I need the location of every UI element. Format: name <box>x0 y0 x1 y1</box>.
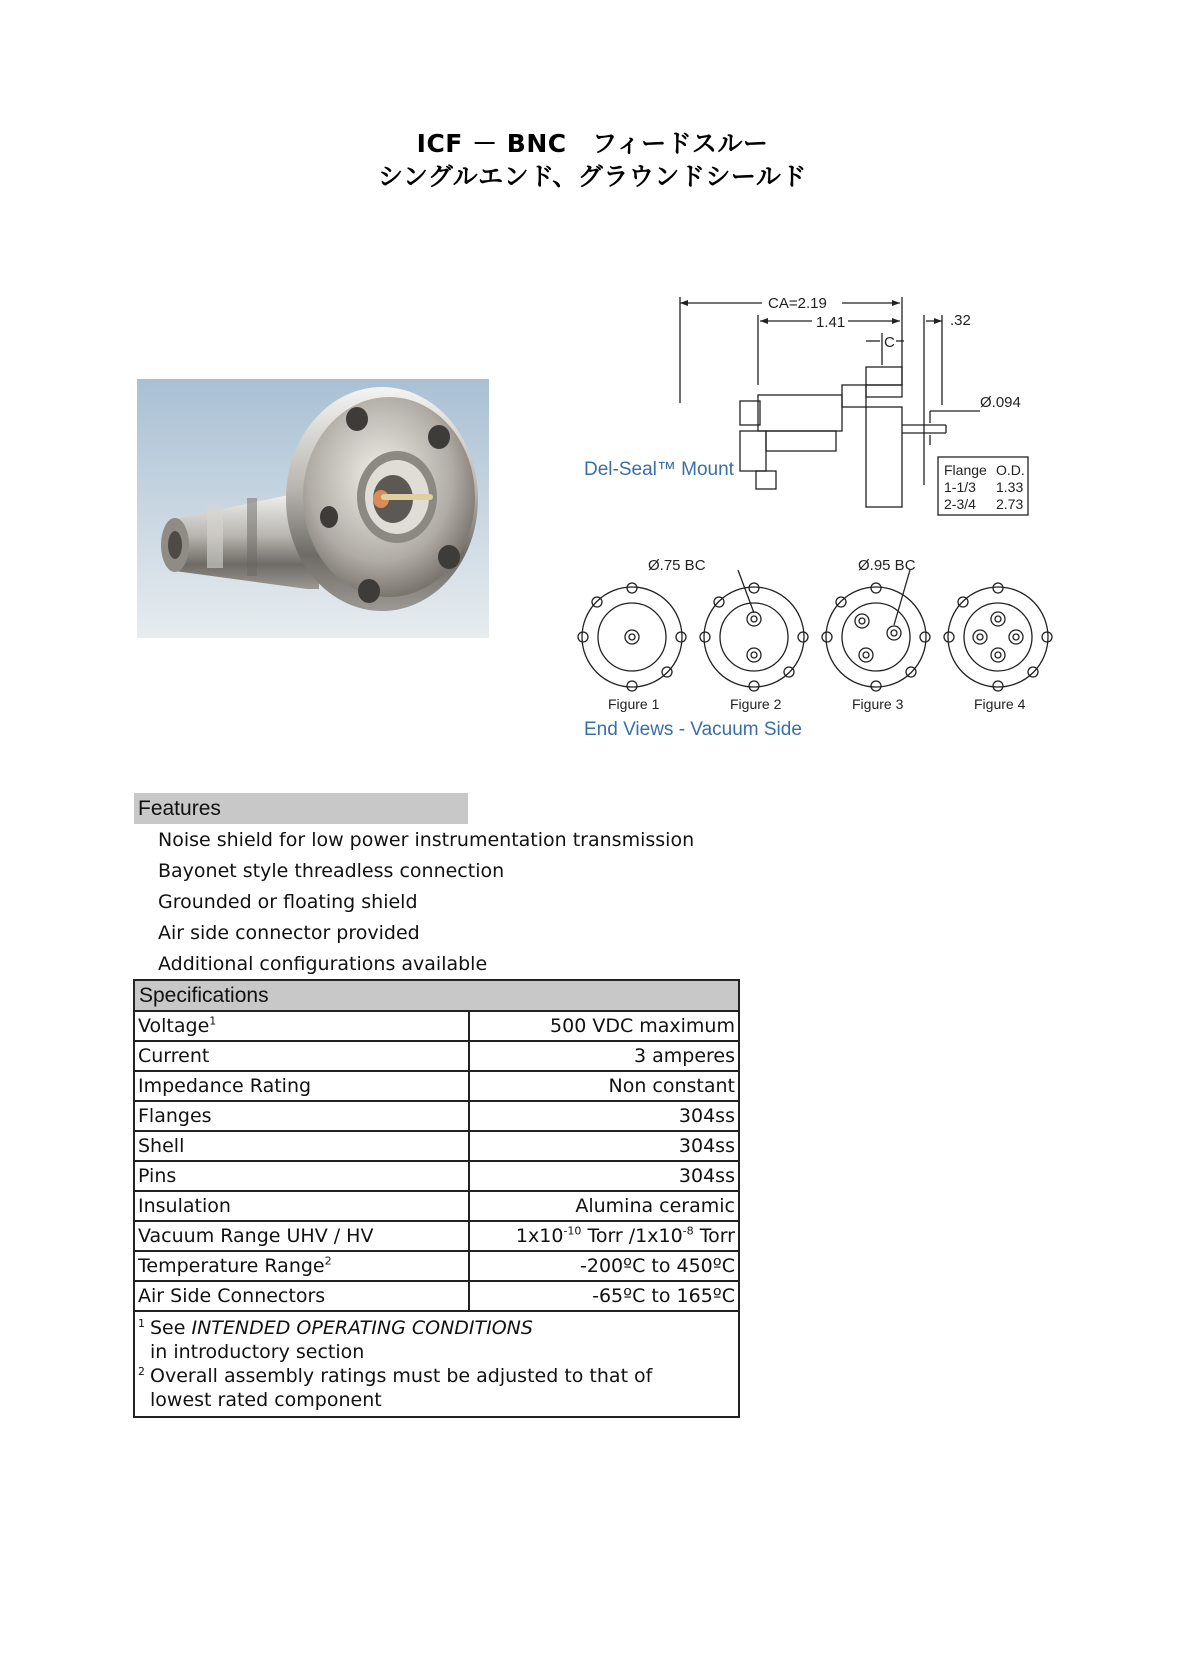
mount-label: Del-Seal™ Mount <box>584 459 734 480</box>
features-list <box>158 825 694 980</box>
table-row <box>134 1161 739 1191</box>
feature-item: Bayonet style threadless connection <box>158 860 505 882</box>
flange-head-od: O.D. <box>996 462 1025 478</box>
spec-value: 304ss <box>469 1101 739 1131</box>
end-views-label: End Views - Vacuum Side <box>584 719 802 740</box>
specifications-table <box>133 979 740 1418</box>
dim-c-label: C <box>884 334 895 351</box>
footnote-2: 2 Overall assembly ratings must be adjusted to that of <box>138 1365 653 1387</box>
table-row <box>134 1071 739 1101</box>
flange-row-2-flange: 2-3/4 <box>944 496 976 512</box>
table-row <box>134 1311 739 1417</box>
spec-value: 500 VDC maximum <box>469 1011 739 1041</box>
table-row <box>134 1251 739 1281</box>
table-row <box>134 1011 739 1041</box>
figure-1-label: Figure 1 <box>608 696 660 712</box>
spec-label: Voltage$^1$ <box>134 1011 469 1041</box>
page-title: ICF － BNC フィードスルー <box>416 129 769 158</box>
features-heading: Features <box>134 793 468 824</box>
spec-value: Non constant <box>469 1071 739 1101</box>
flange-head-flange: Flange <box>944 462 987 478</box>
dim-dia094-label: Ø.094 <box>980 394 1021 411</box>
spec-label: Air Side Connectors <box>134 1281 469 1311</box>
specifications-heading: Specifications <box>134 980 739 1011</box>
figure-4-label: Figure 4 <box>974 696 1026 712</box>
spec-label: Insulation <box>134 1191 469 1221</box>
feature-item: Grounded or floating shield <box>158 891 418 913</box>
feature-item: Noise shield for low power instrumentation transmission <box>158 829 695 851</box>
spec-value: 3 amperes <box>469 1041 739 1071</box>
spec-value: -65ºC to 165ºC <box>469 1281 739 1311</box>
flange-row-1-od: 1.33 <box>996 479 1024 495</box>
flange-row-1-flange: 1-1/3 <box>944 479 976 495</box>
spec-label: Shell <box>134 1131 469 1161</box>
spec-value: 304ss <box>469 1161 739 1191</box>
footnote-ref: 1 <box>209 1014 217 1028</box>
figure-3-label: Figure 3 <box>852 696 904 712</box>
spec-label: Pins <box>134 1161 469 1191</box>
bc075-label: Ø.75 BC <box>648 557 706 574</box>
table-row <box>134 1131 739 1161</box>
table-row <box>134 1281 739 1311</box>
footnotes: 1 See INTENDED OPERATING CONDITIONS in introductory section 2 Overall assembly ratings must be adjusted to that of lowest rated component <box>134 1311 739 1417</box>
table-row <box>134 1221 739 1251</box>
spec-label: Current <box>134 1041 469 1071</box>
figure-2-label: Figure 2 <box>730 696 782 712</box>
spec-value: $1x10^{-10}$ Torr $/1x10^{-8}$ Torr <box>469 1221 739 1251</box>
spec-value: Alumina ceramic <box>469 1191 739 1221</box>
feature-item: Air side connector provided <box>158 922 420 944</box>
dim-ca-label: CA=2.19 <box>768 295 827 312</box>
table-row <box>134 1101 739 1131</box>
table-row <box>134 1041 739 1071</box>
page-subtitle: シングルエンド、グラウンドシールド <box>378 162 807 191</box>
technical-drawing <box>570 285 1090 745</box>
flange-row-2-od: 2.73 <box>996 496 1024 512</box>
spec-label: Temperature Range$^2$ <box>134 1251 469 1281</box>
footnote-1: 1 See INTENDED OPERATING CONDITIONS <box>138 1317 533 1339</box>
dim-141-label: 1.41 <box>816 314 846 331</box>
spec-value: 304ss <box>469 1131 739 1161</box>
bc095-label: Ø.95 BC <box>858 557 916 574</box>
table-row <box>134 1191 739 1221</box>
spec-label: Vacuum Range UHV / HV <box>134 1221 469 1251</box>
feature-item: Additional configurations available <box>158 953 488 975</box>
footnote-ref: 2 <box>324 1254 332 1268</box>
product-photo <box>137 379 489 638</box>
dim-032-label: .32 <box>950 312 971 329</box>
spec-value: -200ºC to 450ºC <box>469 1251 739 1281</box>
spec-label: Impedance Rating <box>134 1071 469 1101</box>
spec-label: Flanges <box>134 1101 469 1131</box>
